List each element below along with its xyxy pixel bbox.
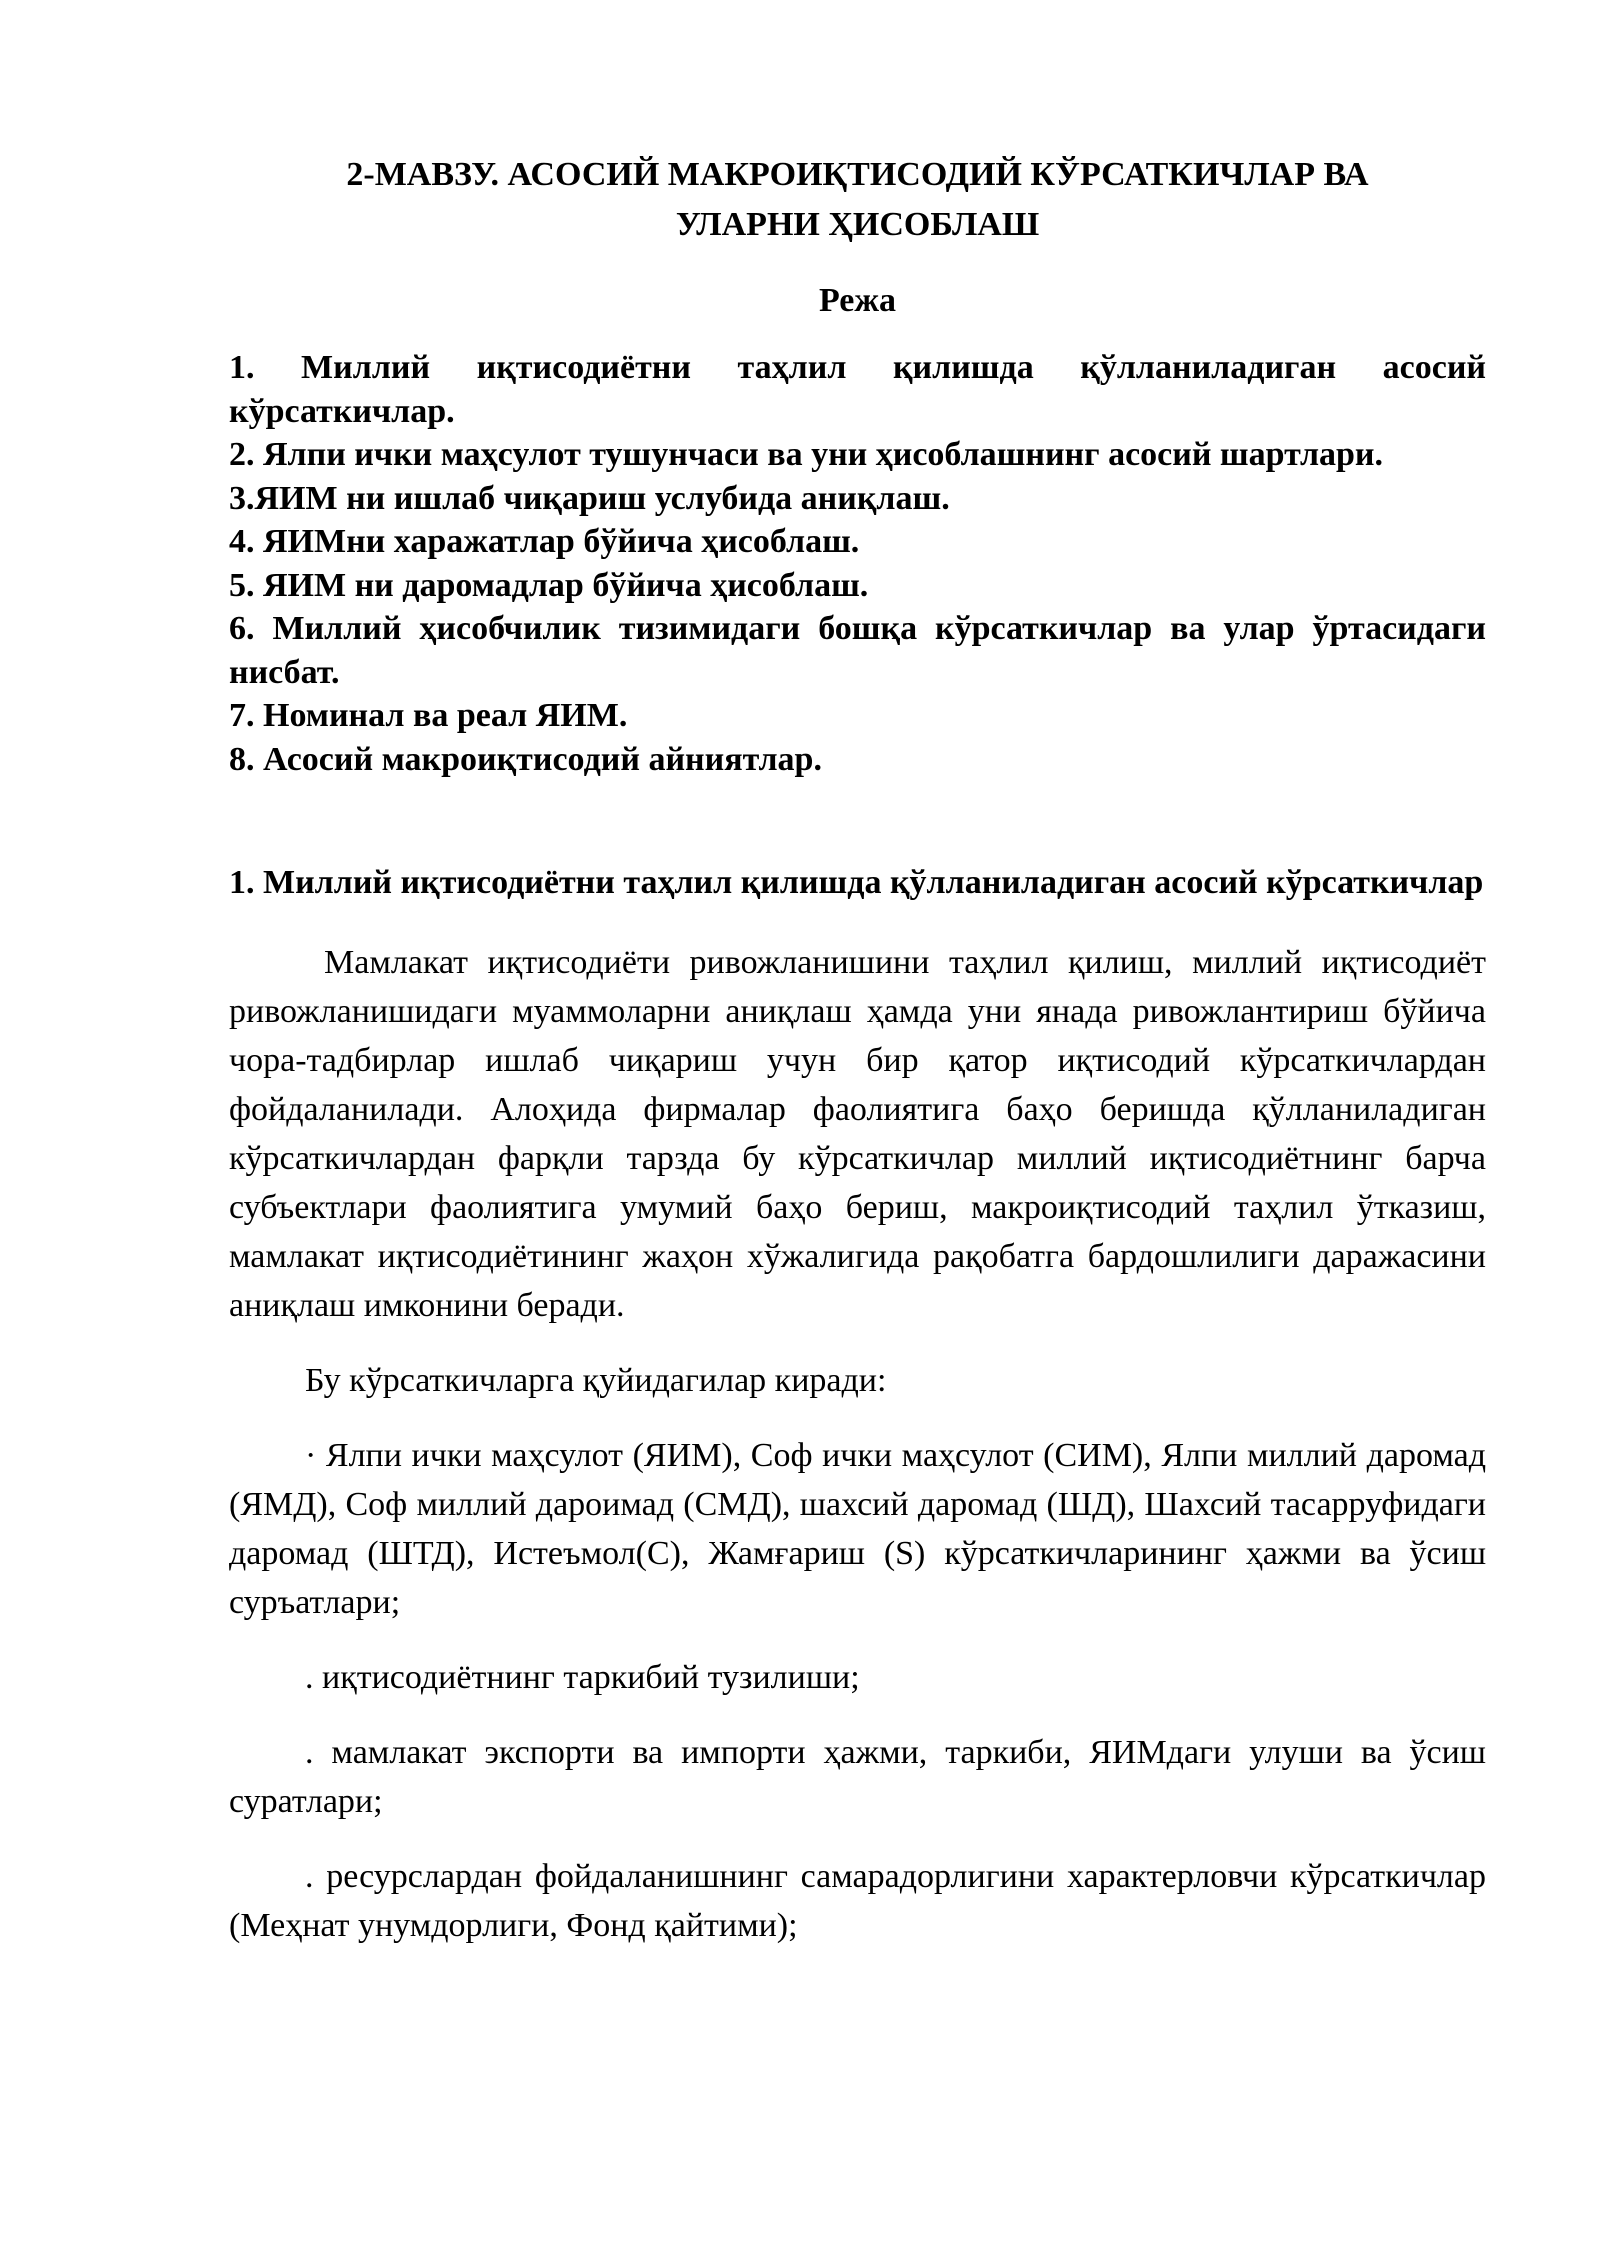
paragraph-bullet: . иқтисодиётнинг таркибий тузилиши; (305, 1659, 860, 1696)
paragraph-intro: Мамлакат иқтисодиёти ривожланишини таҳлил қилиш, миллий иқтисодиёт ривожланишидаги муаммоларни аниқлаш ҳамда уни янада ривожлантириш бўйича чора-тадбирлар ишлаб чиқариш учун бир қатор иқтисодий кўрсаткичлардан фойдаланилади. Алоҳида фирмалар фаолиятига баҳо беришда қўлланиладиган кўрсаткичлардан фарқли тарзда бу кўрсаткичлар миллий иқтисодиётнинг барча субъектлари фаолиятига умумий баҳо бериш, макроиқтисодий таҳлил ўтказиш, мамлакат иқтисодиётининг жаҳон хўжалигида рақобатга бардошлилиги даражасини аниқлаш имконини беради. (229, 944, 1486, 1324)
section-1-heading: 1. Миллий иқтисодиётни таҳлил қилишда қўлланиладиган асосий кўрсаткичлар (229, 864, 1484, 901)
paragraph-bullet: . ресурслардан фойдаланишнинг самарадорлигини характерловчи кўрсаткичлар (Меҳнат унумдорлиги, Фонд қайтими); (229, 1858, 1486, 1944)
plan-item: 6. Миллий ҳисобчилик тизимидаги бошқа кўрсаткичлар ва улар ўртасидаги нисбат. (229, 610, 1486, 691)
plan-item: 7. Номинал ва реал ЯИМ. (229, 697, 628, 734)
plan-item: 1. Миллий иқтисодиётни таҳлил қилишда қўлланиладиган асосий кўрсаткичлар. (229, 349, 1486, 430)
plan-item: 8. Асосий макроиқтисодий айниятлар. (229, 740, 822, 778)
plan-item: 2. Ялпи ички маҳсулот тушунчаси ва уни ҳисоблашнинг асосий шартлари. (229, 436, 1384, 473)
document-title-line-2: УЛАРНИ ҲИСОБЛАШ (675, 206, 1040, 243)
plan-item: 5. ЯИМ ни даромадлар бўйича ҳисоблаш. (229, 566, 869, 604)
paragraph-list-intro: Бу кўрсаткичларга қуйидагилар киради: (305, 1362, 887, 1399)
document-page (229, 150, 1486, 1950)
paragraph-bullet: . мамлакат экспорти ва импорти ҳажми, таркиби, ЯИМдаги улуши ва ўсиш суратлари; (229, 1734, 1486, 1820)
paragraph-bullet: · Ялпи ички маҳсулот (ЯИМ), Соф ички маҳсулот (СИМ), Ялпи миллий даромад (ЯМД), Соф миллий дароимад (СМД), шахсий даромад (ШД), Шахсий тасарруфидаги даромад (ШТД), Истеъмол(С), Жамғариш (S) кўрсаткичларининг ҳажми ва ўсиш суръатлари; (229, 1437, 1486, 1621)
plan-item: 3.ЯИМ ни ишлаб чиқариш услубида аниқлаш. (229, 479, 950, 517)
plan-item: 4. ЯИМни харажатлар бўйича ҳисоблаш. (229, 523, 860, 560)
plan-list (229, 346, 1486, 781)
plan-heading: Режа (818, 282, 897, 319)
document-title (229, 150, 1486, 250)
document-title-line-1: 2-МАВЗУ. АСОСИЙ МАКРОИҚТИСОДИЙ КЎРСАТКИЧЛАР ВА (346, 156, 1369, 193)
